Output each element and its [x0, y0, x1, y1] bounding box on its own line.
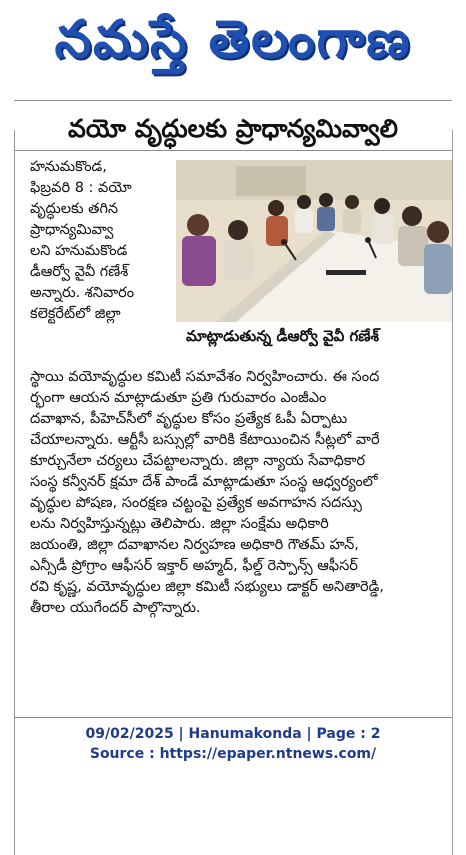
body-line: లను నిర్వహిస్తున్నట్లు తెలిపారు. జిల్లా సంక్షేమ అధికారి	[30, 516, 329, 532]
body-line: చేయాలన్నారు. ఆర్టీసీ బస్సుల్లో వారికి కేటాయించిన సీట్లలో వారే	[30, 432, 380, 448]
body-line: ర్భంగా ఆయన మాట్లాడుతూ ప్రతి గురువారం ఎంజీఎం	[30, 390, 327, 406]
headline-bottom-rule	[14, 150, 452, 151]
photo-caption: మాట్లాడుతున్న డీఆర్వో వైవీ గణేశ్	[186, 327, 379, 345]
article-lead-column	[30, 157, 170, 325]
lead-line: వృద్ధులకు తగిన	[30, 201, 119, 217]
article-body	[30, 367, 452, 619]
lead-line: అన్నారు. శనివారం	[30, 285, 135, 301]
lead-line: ప్రాధాన్యమివ్వా	[30, 222, 114, 238]
lead-line: కలెక్టరేట్‌లో జిల్లా	[30, 306, 121, 322]
meeting-photo	[176, 160, 452, 322]
lead-line: డీఆర్వో వైవీ గణేశ్	[30, 264, 129, 280]
body-line: వృద్ధుల పోషణ, సంరక్షణ చట్టంపై ప్రత్యేక అవగాహన సదస్సు	[30, 495, 362, 511]
page-footer	[0, 724, 466, 764]
body-line: రవి కృష్ణ, వయోవృద్ధుల జిల్లా కమిటీ సభ్యులు డాక్టర్ అనితారెడ్డి,	[30, 579, 384, 595]
article-bottom-rule	[14, 717, 452, 718]
body-line: ఎన్సీడీ ప్రోగ్రాం ఆఫీసర్ ఇక్తార్ అహ్మద్, ఫీల్డ్ రెస్పాన్స్ ఆఫీసర్	[30, 558, 358, 574]
headline-top-rule	[14, 100, 452, 101]
body-line: కూర్చునేలా చర్యలు చేపట్టాలన్నారు. జిల్లా న్యాయ సేవాధికార	[30, 453, 366, 469]
lead-line: లని హనుమకొండ	[30, 243, 128, 259]
body-line: జయంతి, జిల్లా దవాఖానల నిర్వహణ అధికారి గౌతమ్ హన్,	[30, 537, 359, 553]
body-line: తీరాల యుగేందర్ పాల్గొన్నారు.	[30, 600, 201, 616]
source-line: Source : https://epaper.ntnews.com/	[89, 746, 377, 762]
lead-line: హనుమకొండ,	[30, 159, 107, 175]
newspaper-masthead: నమస్తే తెలంగాణ	[54, 10, 412, 70]
meeting-photo-illustration	[176, 160, 452, 322]
article-headline: వయో వృద్ధులకు ప్రాధాన్యమివ్వాలి	[68, 114, 398, 143]
body-line: స్థాయి వయోవృద్ధుల కమిటీ సమావేశం నిర్వహించారు. ఈ సంద	[30, 369, 380, 385]
body-line: సంస్థ కన్వీనర్ క్షమా దేశ్ పాండే మాట్లాడుతూ సంస్థ ఆధ్వర్యంలో	[30, 474, 378, 490]
edition-line: 09/02/2025 | Hanumakonda | Page : 2	[85, 726, 381, 742]
lead-line: ఫిబ్రవరి 8 : వయో	[30, 180, 132, 196]
body-line: దవాఖాన, పీహెచ్‌సీలో వృద్ధుల కోసం ప్రత్యేక ఓపీ ఏర్పాటు	[30, 411, 348, 427]
